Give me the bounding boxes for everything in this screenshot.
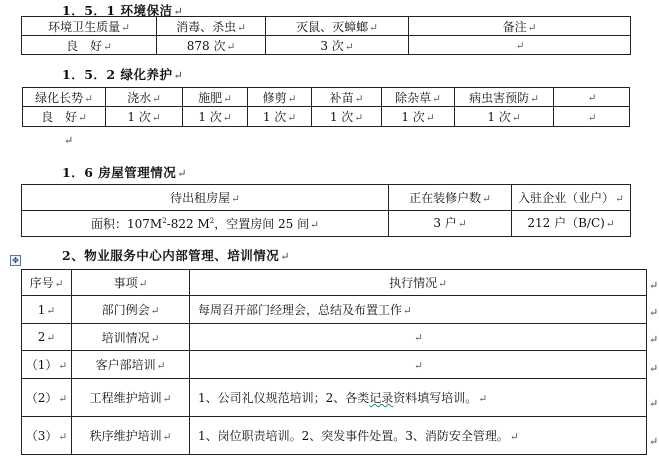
table-cell: （3）↵: [22, 417, 72, 455]
table-row: [22, 379, 647, 417]
header-cell: 修剪↵: [248, 88, 312, 107]
row-end-mark: ↵: [649, 397, 659, 410]
header-cell: 环境卫生质量↵: [22, 17, 157, 36]
table-cell: 1↵: [22, 296, 72, 324]
table-cell: ↵: [554, 107, 630, 127]
heading-text: 1．5．2 绿化养护: [62, 67, 173, 82]
table-cell: ↵: [190, 351, 647, 379]
header-cell: ↵: [554, 88, 630, 107]
header-cell: 待出租房屋↵: [22, 185, 389, 211]
table-row: [22, 417, 647, 455]
table-cell: 1 次↵: [382, 107, 455, 127]
row-end-mark: ↵: [649, 362, 659, 375]
table-move-handle-icon[interactable]: ✥: [10, 255, 21, 266]
table-cell: 培训情况↵: [72, 324, 190, 351]
row-end-mark: ↵: [649, 306, 659, 319]
table-cell: 212 户（B/C)↵: [512, 211, 631, 237]
table-cell: ↵: [409, 36, 631, 55]
paragraph-mark: ↵: [280, 250, 290, 263]
table-cell: （2）↵: [22, 379, 72, 417]
table-cell: 部门例会↵: [72, 296, 190, 324]
header-cell: 序号↵: [22, 270, 72, 296]
section-2-heading: [62, 246, 290, 264]
header-cell: 施肥↵: [183, 88, 248, 107]
table-cell: 每周召开部门经理会，总结及布置工作↵: [190, 296, 647, 324]
table-cell: 1 次↵: [455, 107, 554, 127]
header-cell: 补苗↵: [312, 88, 382, 107]
table-cell: 1、岗位职责培训。2、突发事件处置。3、消防安全管理。↵: [190, 417, 647, 455]
header-cell: 执行情况↵: [190, 270, 647, 296]
header-cell: 绿化长势↵: [23, 88, 106, 107]
header-cell: 入驻企业（业户）↵: [512, 185, 631, 211]
table-cell: 1、公司礼仪规范培训；2、各类记录资料填写培训。↵: [190, 379, 647, 417]
table-cell: 2↵: [22, 324, 72, 351]
header-cell: 事项↵: [72, 270, 190, 296]
table-cell: 3 次↵: [266, 36, 409, 55]
row-end-mark: ↵: [649, 333, 659, 346]
spellcheck-underline: 记录: [369, 391, 394, 405]
table-cell: ↵: [190, 324, 647, 351]
header-cell: 消毒、杀虫↵: [157, 17, 266, 36]
table-cell: 良 好↵: [23, 107, 106, 127]
header-cell: 除杂草↵: [382, 88, 455, 107]
table-cell: 1 次↵: [183, 107, 248, 127]
housing-management-table: [21, 184, 631, 237]
header-cell: 灭鼠、灭蟑螂↵: [266, 17, 409, 36]
paragraph-mark: ↵: [173, 69, 184, 82]
table-cell: 工程维护培训↵: [72, 379, 190, 417]
paragraph-mark: ↵: [173, 5, 184, 18]
greening-maintenance-table: [22, 87, 630, 127]
paragraph-mark: ↵: [177, 167, 187, 180]
table-cell: 1 次↵: [248, 107, 312, 127]
table-cell: 客户部培训↵: [72, 351, 190, 379]
table-row: [22, 351, 647, 379]
table-row: [22, 324, 647, 351]
table-cell: 878 次↵: [157, 36, 266, 55]
heading-text: 1．5．1 环境保洁: [62, 3, 173, 18]
row-end-mark: ↵: [649, 435, 659, 448]
table-cell: 1 次↵: [312, 107, 382, 127]
heading-text: 1．6 房屋管理情况: [62, 165, 177, 180]
header-cell: 备注↵: [409, 17, 631, 36]
table-cell: 1 次↵: [106, 107, 183, 127]
header-cell: 正在装修户数↵: [389, 185, 512, 211]
table-cell: 良 好↵: [22, 36, 157, 55]
table-cell: （1）↵: [22, 351, 72, 379]
header-cell: 病虫害预防↵: [455, 88, 554, 107]
area-cell: 面积：$107M^2-822$ $M^2$，空置房间 25 间↵: [22, 211, 389, 237]
environment-cleaning-table: [21, 16, 631, 55]
empty-paragraph-mark: ↵: [64, 134, 74, 147]
section-1-5-2-heading: [62, 65, 183, 83]
table-row: [22, 296, 647, 324]
row-end-mark: ↵: [649, 279, 659, 292]
heading-text: 2、物业服务中心内部管理、培训情况: [62, 248, 280, 263]
section-1-6-heading: [62, 163, 187, 181]
table-cell: 3 户↵: [389, 211, 512, 237]
table-cell: 秩序维护培训↵: [72, 417, 190, 455]
header-cell: 浇水↵: [106, 88, 183, 107]
internal-management-table: [21, 269, 647, 455]
